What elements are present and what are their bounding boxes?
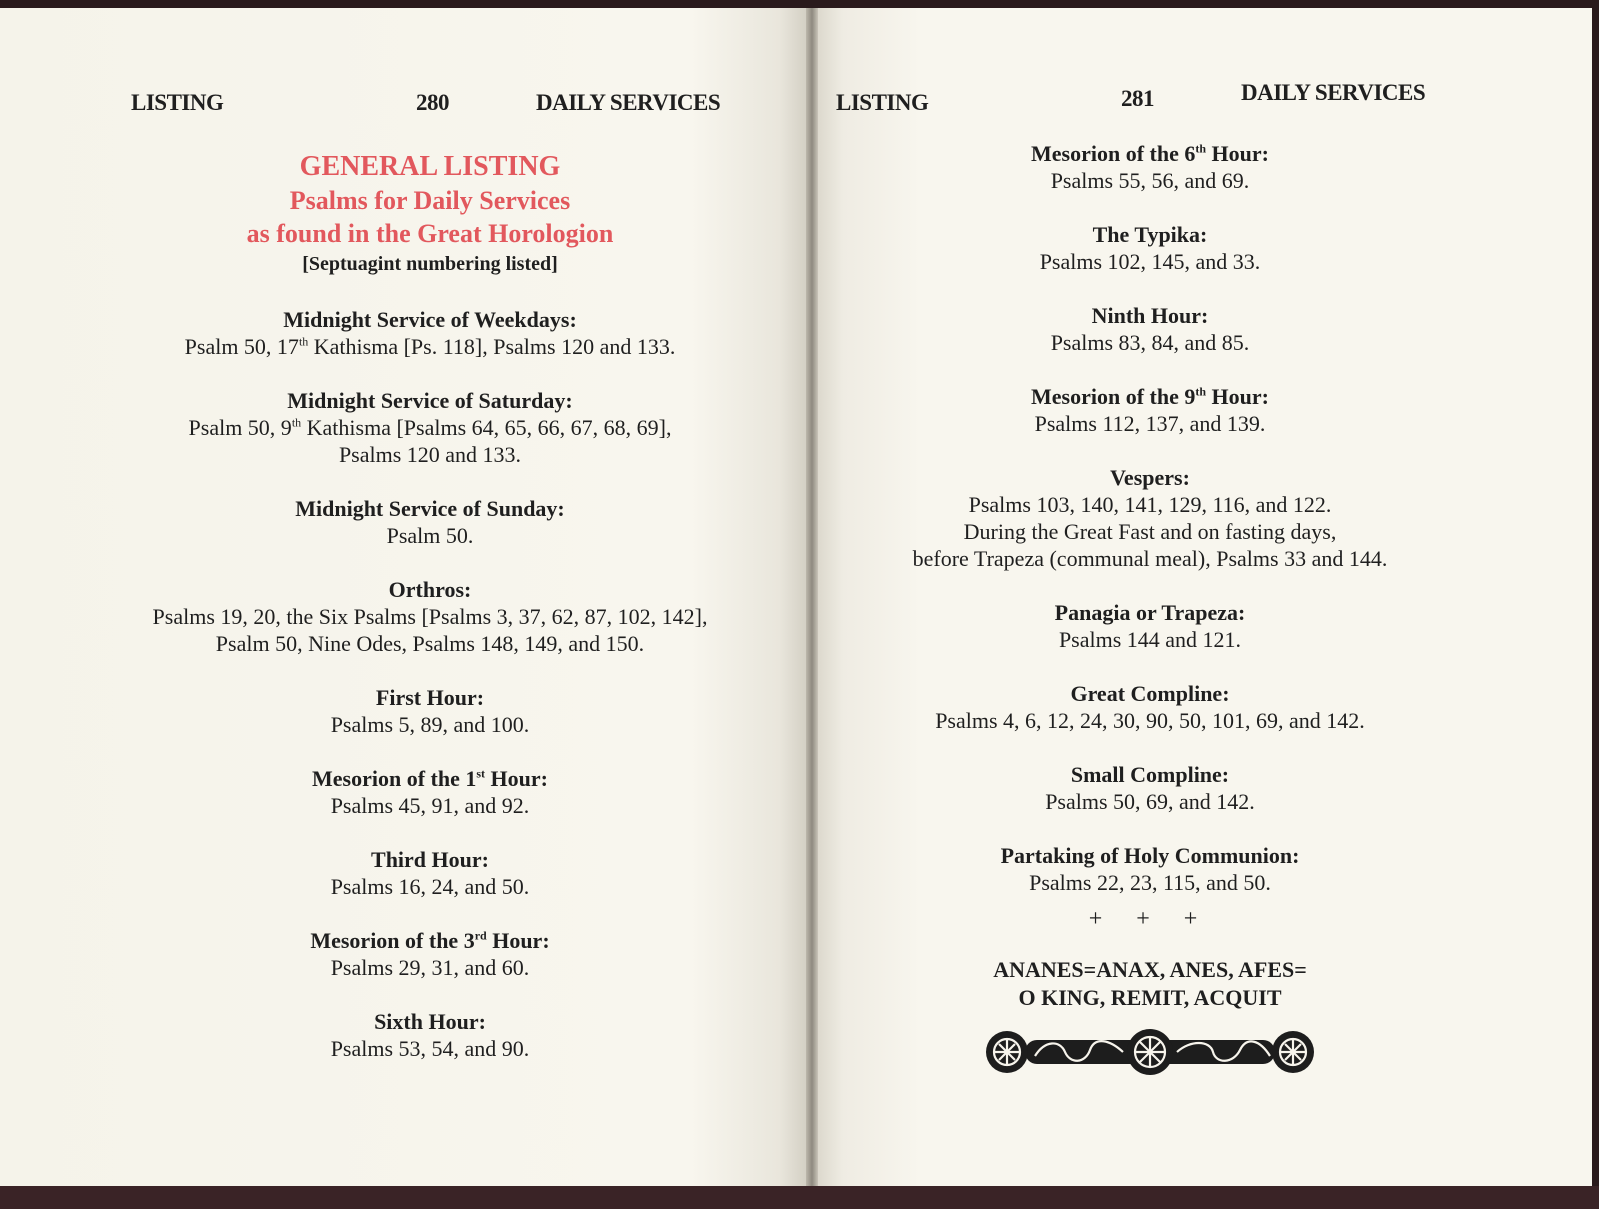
entry-body: Psalms 22, 23, 115, and 50. [1029,870,1271,895]
entry-mesorion-9th [880,383,1420,437]
left-running-head-left: LISTING [131,90,224,115]
entry-body: Psalms 103, 140, 141, 129, 116, and 122. [968,492,1332,517]
entry-body-line2: Psalm 50, Nine Odes, Psalms 148, 149, and 150. [215,631,645,656]
entry-body: Psalms 83, 84, and 85. [1050,330,1250,355]
entry-typika [880,221,1420,275]
entry-ninth-hour [880,302,1420,356]
entry-body-line2: During the Great Fast and on fasting days, [963,519,1337,544]
entry-mesorion-1st [120,765,740,819]
entry-body-line3: before Trapeza (communal meal), Psalms 33 and 144. [912,546,1388,571]
entry-sixth-hour [120,1008,740,1062]
entry-title: Great Compline: [1070,681,1230,706]
entry-title: Panagia or Trapeza: [1054,600,1246,625]
section-title: GENERAL LISTING [299,151,561,182]
entry-title: Small Compline: [1070,762,1230,787]
ornament-icon [880,1026,1420,1078]
entry-third-hour [120,846,740,900]
cross-divider: + + + [1088,906,1212,932]
motto-line-1: ANANES=ANAX, ANES, AFES= [993,957,1307,982]
entry-midnight-saturday [120,387,740,468]
entry-title: Mesorion of the 9th Hour: [1031,384,1269,409]
entry-title: Mesorion of the 3rd Hour: [310,928,550,953]
entry-body: Psalms 144 and 121. [1058,627,1242,652]
entry-body: Psalm 50. [386,523,474,548]
entry-body: Psalms 16, 24, and 50. [330,874,530,899]
entry-holy-communion [880,842,1420,896]
entry-body: Psalms 50, 69, and 142. [1045,789,1255,814]
entry-body: Psalms 55, 56, and 69. [1050,168,1250,193]
entry-body: Psalms 112, 137, and 139. [1034,411,1266,436]
right-page-number: 281 [1121,86,1154,111]
entry-title: The Typika: [1092,222,1208,247]
entry-orthros [120,576,740,657]
entry-body: Psalms 45, 91, and 92. [330,793,530,818]
entry-body: Psalms 19, 20, the Six Psalms [Psalms 3, 37, 62, 87, 102, 142], [152,604,708,629]
right-running-head-right: DAILY SERVICES [1241,80,1426,105]
entry-title: Ninth Hour: [1091,303,1209,328]
entry-body: Psalms 4, 6, 12, 24, 30, 90, 50, 101, 69, and 142. [935,708,1365,733]
left-page-content [120,150,740,1089]
left-page-number: 280 [416,90,449,115]
section-subtitle: Psalms for Daily Services [289,186,571,215]
entry-title: Midnight Service of Sunday: [295,496,565,521]
entry-midnight-sunday [120,495,740,549]
entry-title: Orthros: [388,577,472,602]
entry-body: Psalm 50, 17th Kathisma [Ps. 118], Psalms 120 and 133. [184,334,676,359]
entry-title: Third Hour: [371,847,489,872]
entry-title: Partaking of Holy Communion: [1000,843,1300,868]
entry-body: Psalms 53, 54, and 90. [330,1036,530,1061]
entry-title: Midnight Service of Saturday: [287,388,573,413]
entry-body: Psalms 102, 145, and 33. [1039,249,1261,274]
entry-great-compline [880,680,1420,734]
entry-body-line2: Psalms 120 and 133. [338,442,522,467]
entry-first-hour [120,684,740,738]
entry-title: Midnight Service of Weekdays: [283,307,577,332]
entry-title: Mesorion of the 1st Hour: [312,766,548,791]
motto-line-2: O KING, REMIT, ACQUIT [1018,985,1282,1010]
entry-title: First Hour: [375,685,485,710]
right-running-head-left: LISTING [836,90,929,115]
entry-title: Sixth Hour: [374,1009,486,1034]
entry-mesorion-6th [880,140,1420,194]
book-gutter [806,8,818,1188]
entry-body: Psalm 50, 9th Kathisma [Psalms 64, 65, 66, 67, 68, 69], [188,415,672,440]
entry-mesorion-3rd [120,927,740,981]
entry-midnight-weekdays [120,306,740,360]
left-running-head-right: DAILY SERVICES [536,90,721,115]
entry-small-compline [880,761,1420,815]
entry-vespers [880,464,1420,572]
entry-title: Mesorion of the 6th Hour: [1031,141,1269,166]
entry-title: Vespers: [1110,465,1190,490]
entry-body: Psalms 29, 31, and 60. [330,955,530,980]
entry-panagia [880,599,1420,653]
section-subtitle-2: as found in the Great Horologion [246,219,614,248]
book-cover-edge [0,1186,1599,1209]
entry-body: Psalms 5, 89, and 100. [330,712,530,737]
numbering-note: [Septuagint numbering listed] [302,253,558,275]
right-page-content [880,140,1420,1078]
